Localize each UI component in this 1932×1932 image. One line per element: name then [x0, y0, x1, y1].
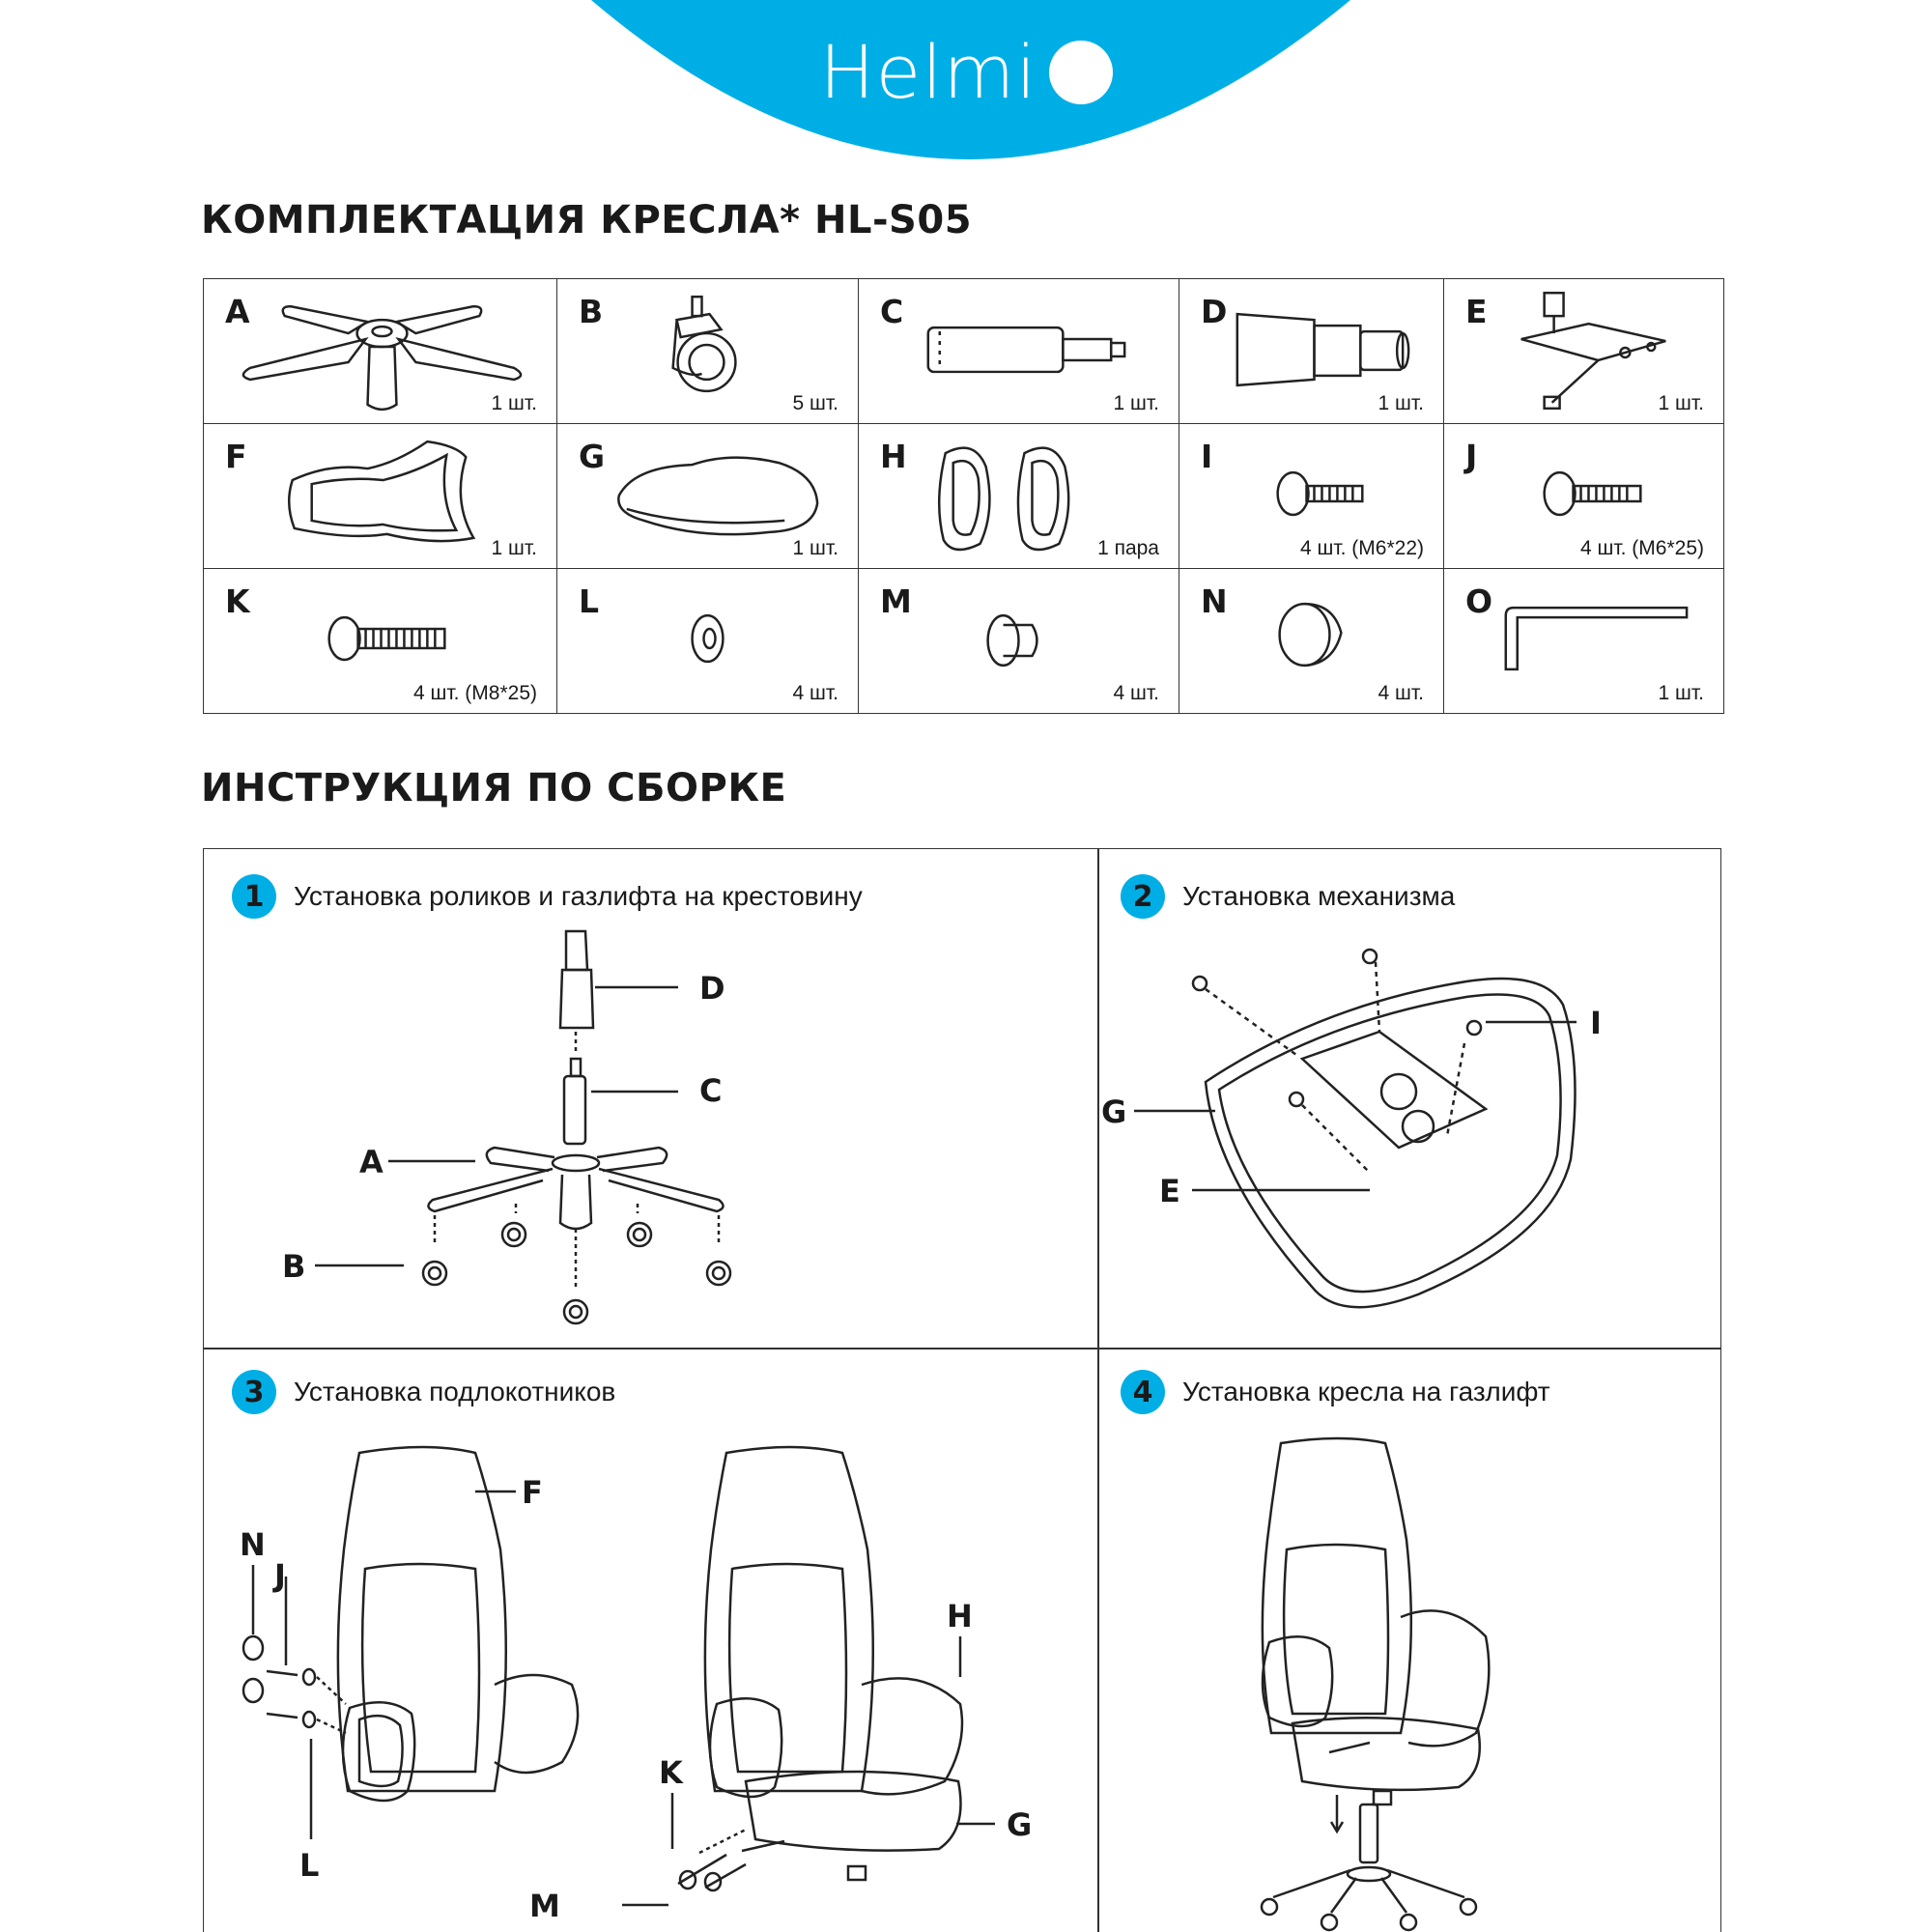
part-qty: 1 шт. [792, 537, 838, 559]
step-3-label-f: F [522, 1474, 543, 1511]
part-qty: 4 шт. (M6*22) [1299, 537, 1424, 559]
part-label: F [225, 438, 247, 475]
brand-name: Helmi [819, 29, 1037, 115]
step-3-label-g: G [1007, 1806, 1033, 1843]
step-4-header [1121, 1370, 1550, 1414]
part-label: L [579, 582, 600, 620]
parts-section-title: КОМПЛЕКТАЦИЯ КРЕСЛА* HL-S05 [201, 198, 973, 242]
step-1-label-c: C [699, 1072, 723, 1109]
parts-table [203, 278, 1724, 714]
step-3-header [232, 1370, 615, 1414]
step-2-header [1121, 874, 1455, 919]
part-qty: 1 шт. [1113, 392, 1159, 414]
step-3-label-l: L [299, 1847, 320, 1884]
part-cell-g [557, 424, 859, 569]
assembly-section-title: ИНСТРУКЦИЯ ПО СБОРКЕ [201, 766, 787, 810]
step-number-badge: 3 [232, 1370, 276, 1414]
part-cell-b [557, 279, 859, 424]
part-label: J [1465, 438, 1478, 475]
part-qty: 1 шт. [491, 537, 537, 559]
part-label: E [1465, 293, 1488, 330]
part-cell-j [1444, 424, 1724, 569]
part-qty: 4 шт. [1113, 682, 1159, 704]
step-title: Установка кресла на газлифт [1182, 1377, 1550, 1406]
part-label: K [225, 582, 250, 620]
step-number-badge: 4 [1121, 1370, 1165, 1414]
step-2-illustration [1099, 927, 1718, 1343]
part-cell-d [1179, 279, 1444, 424]
part-cell-m [859, 569, 1179, 714]
part-cell-f [204, 424, 557, 569]
step-4-illustration [1099, 1424, 1718, 1932]
part-cell-c [859, 279, 1179, 424]
grid-divider-horizontal [203, 1348, 1721, 1350]
step-3-label-j: J [274, 1557, 286, 1594]
step-2-label-i: I [1590, 1005, 1602, 1041]
step-3-label-n: N [240, 1526, 266, 1563]
part-label: C [880, 293, 904, 330]
step-1-illustration [205, 927, 1094, 1343]
part-cell-a [204, 279, 557, 424]
part-label: N [1201, 582, 1228, 620]
part-cell-k [204, 569, 557, 714]
step-number-badge: 2 [1121, 874, 1165, 919]
step-3-label-m: M [529, 1888, 560, 1924]
step-3-illustration [205, 1424, 1094, 1932]
part-cell-i [1179, 424, 1444, 569]
part-qty: 4 шт. (M8*25) [412, 682, 537, 704]
part-qty: 4 шт. [1378, 682, 1424, 704]
part-label: O [1465, 582, 1493, 620]
part-qty: 1 шт. [1658, 682, 1704, 704]
step-1-label-b: B [282, 1248, 306, 1285]
brand-header-arc [0, 0, 1932, 164]
part-label: I [1201, 438, 1213, 475]
part-qty: 4 шт. (M6*25) [1579, 537, 1704, 559]
part-label: D [1201, 293, 1228, 330]
part-qty: 5 шт. [792, 392, 838, 414]
part-label: B [579, 293, 604, 330]
step-2-label-g: G [1101, 1094, 1127, 1130]
part-label: H [880, 438, 907, 475]
step-title: Установка механизма [1182, 881, 1456, 911]
part-cell-e [1444, 279, 1724, 424]
step-title: Установка подлокотников [294, 1377, 616, 1406]
step-1-header [232, 874, 863, 919]
part-cell-n [1179, 569, 1444, 714]
part-cell-h [859, 424, 1179, 569]
step-1-label-a: A [359, 1144, 384, 1180]
part-qty: 4 шт. [792, 682, 838, 704]
step-title: Установка роликов и газлифта на крестовину [294, 881, 863, 911]
step-1-label-d: D [699, 970, 725, 1007]
part-qty: 1 шт. [1378, 392, 1424, 414]
part-label: M [880, 582, 912, 620]
part-cell-l [557, 569, 859, 714]
step-2-label-e: E [1159, 1173, 1180, 1209]
part-qty: 1 шт. [1658, 392, 1704, 414]
part-label: G [579, 438, 606, 475]
part-cell-o [1444, 569, 1724, 714]
part-label: A [225, 293, 250, 330]
step-3-label-h: H [947, 1598, 973, 1634]
part-qty: 1 шт. [491, 392, 537, 414]
step-number-badge: 1 [232, 874, 276, 919]
part-qty: 1 пара [1097, 537, 1159, 559]
step-3-label-k: K [659, 1754, 683, 1791]
